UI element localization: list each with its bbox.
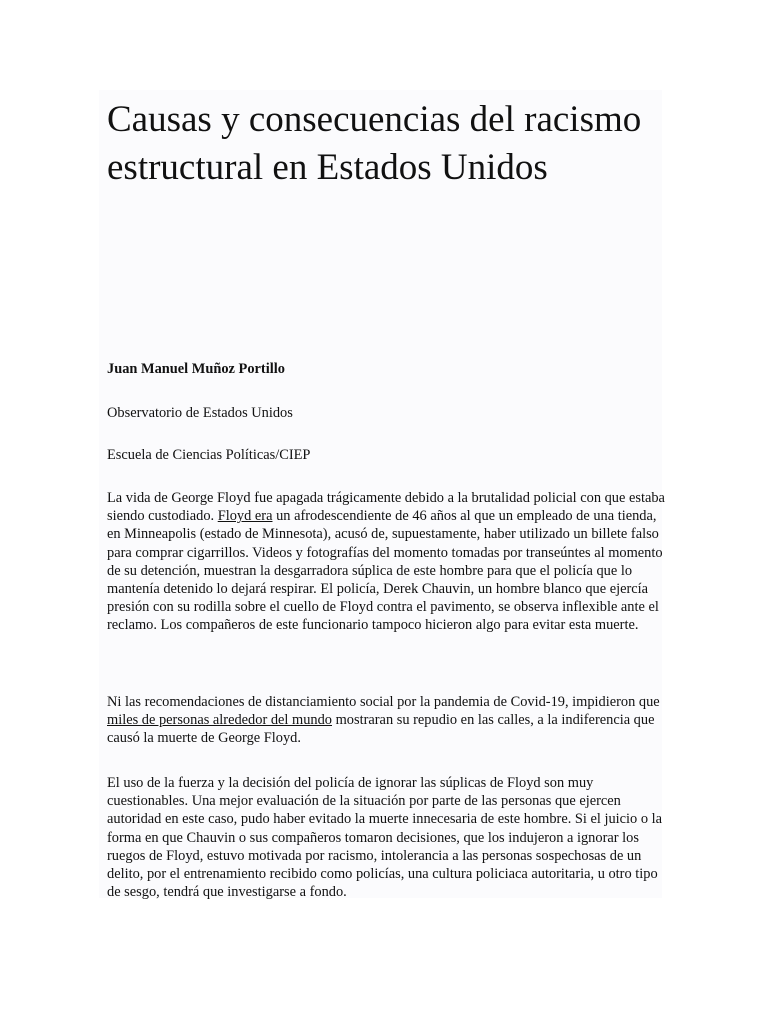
paragraph-1-text-start: La vida de George Floyd fue apagada trágicamente debido a la brutalidad policial con que estaba siendo custodiado.: [107, 490, 665, 525]
paragraph-2-text-start: Ni las recomendaciones de distanciamiento social por la pandemia de Covid-19, impidieron que: [107, 694, 660, 710]
floyd-era-link[interactable]: Floyd era: [217, 508, 273, 525]
miles-de-personas-link[interactable]: miles de personas alrededor del mundo: [107, 712, 332, 729]
affiliation-school: Escuela de Ciencias Políticas/CIEP: [107, 447, 311, 463]
document-content-area: [99, 90, 665, 901]
paragraph-use-of-force: El uso de la fuerza y la decisión del policía de ignorar las súplicas de Floyd son muy cuestionables. Una mejor evaluación de la situación por parte de las personas que ejercen autoridad en este caso, pudo haber evitado la muerte innecesaria de este hombre. Si el juicio o la forma en que Chauvin o sus compañeros tomaron decisiones, que los indujeron a ignorar los ruegos de Floyd, estuvo motivada por racismo, intolerancia a las personas sospechosas de un delito, por el entrenamiento recibido como policías, una cultura policiaca autoritaria, u otro tipo de sesgo, tendrá que investigarse a fondo.: [107, 775, 663, 901]
paragraph-protests: [107, 693, 667, 748]
affiliation-observatory: Observatorio de Estados Unidos: [107, 405, 293, 421]
author-name: Juan Manuel Muñoz Portillo: [107, 361, 285, 377]
paragraph-george-floyd: [107, 489, 667, 635]
paragraph-1-text-end: un afrodescendiente de 46 años al que un empleado de una tienda, en Minneapolis (estado de Minnesota), acusó de, supuestamente, haber utilizado un billete falso para comprar cigarrillos. Videos y fotografías del momento tomadas por transeúntes al momento de su detención, muestran la desgarradora súplica de este hombre para que el policía que lo mantenía detenido lo dejará respirar. El policía, Derek Chauvin, un hombre blanco que ejercía presión con su rodilla sobre el cuello de Floyd contra el pavimento, se observa inflexible ante el reclamo. Los compañeros de este funcionario tampoco hicieron algo para evitar esta muerte.: [107, 508, 663, 634]
document-title: Causas y consecuencias del racismo estructural en Estados Unidos: [107, 99, 642, 188]
paragraph-2-text-end: mostraran su repudio en las calles, a la indiferencia que causó la muerte de George Floyd.: [107, 712, 655, 747]
